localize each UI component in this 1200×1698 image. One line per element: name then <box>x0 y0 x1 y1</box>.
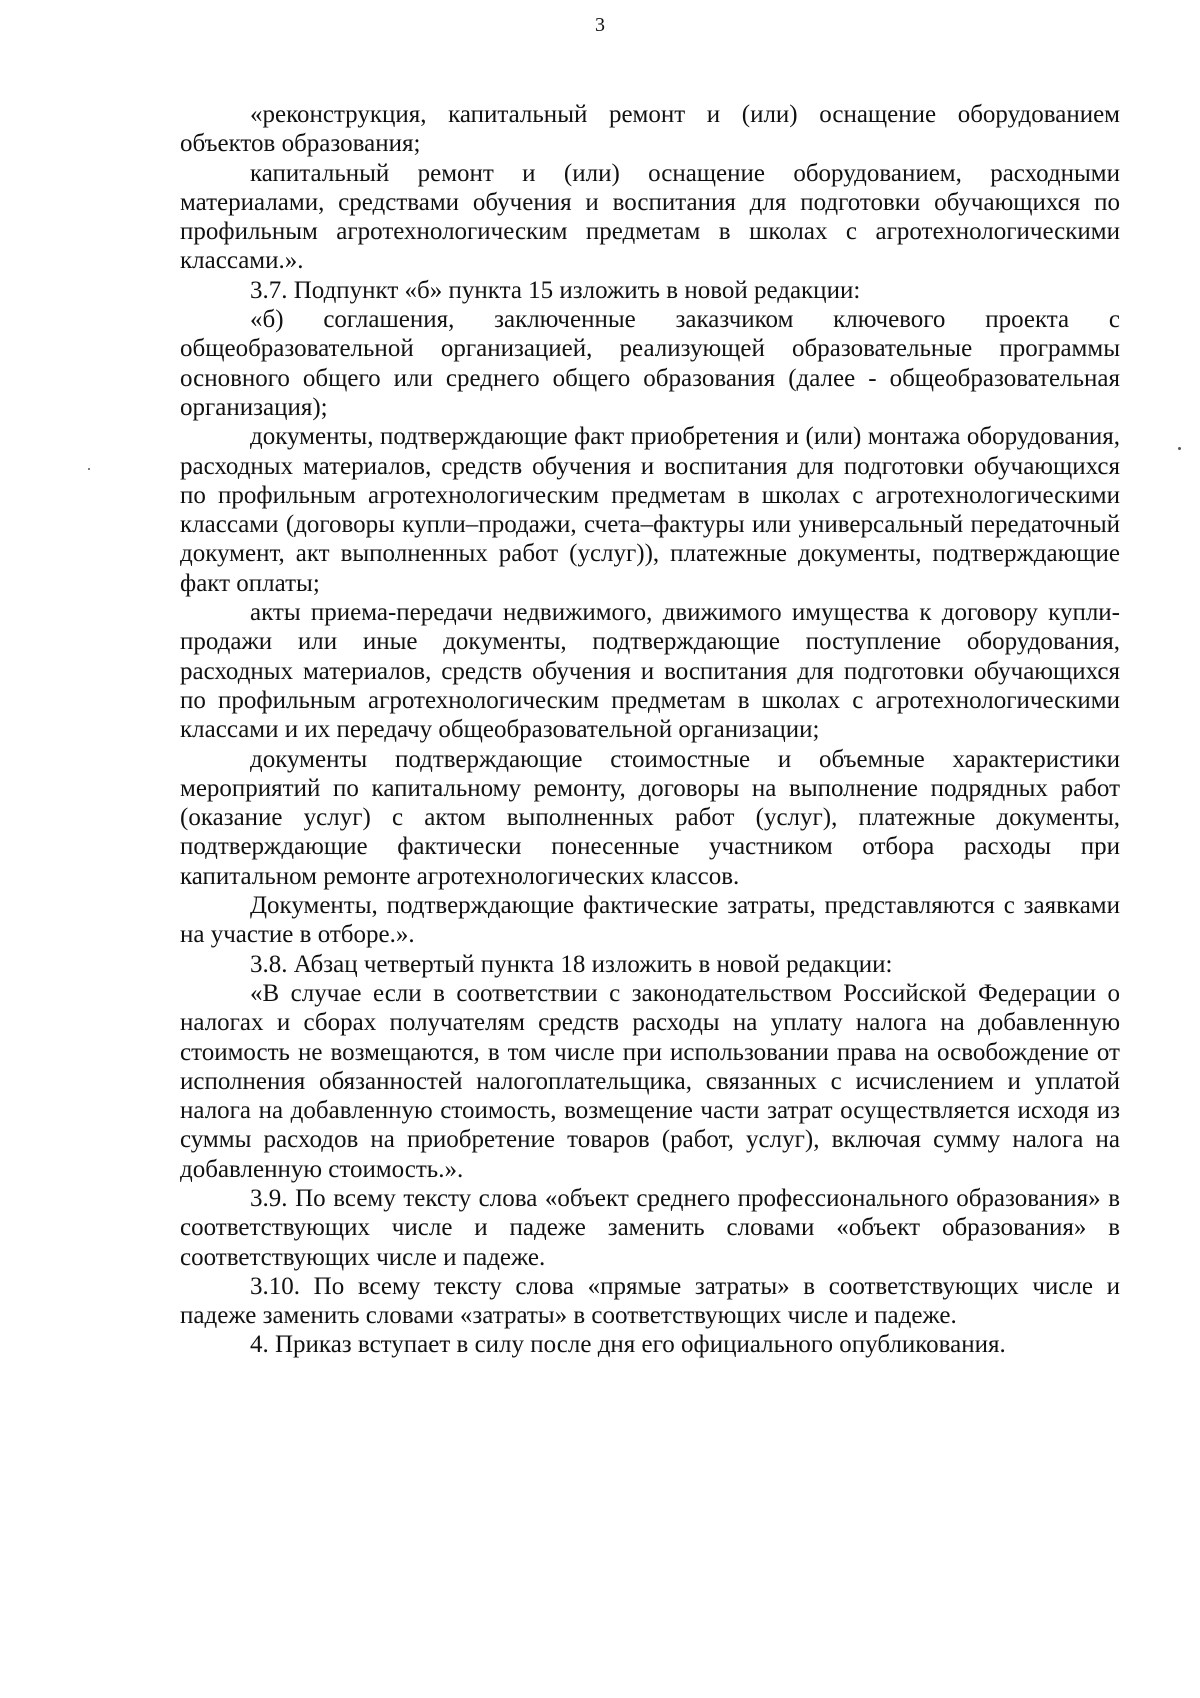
paragraph-purchase-documents: документы, подтверждающие факт приобретения и (или) монтажа оборудования, расходных материалов, средств обучения и воспитания для подготовки обучающихся по профильным агротехнологическим предметам в школах с агротехнологическими классами (договоры купли–продажи, счета–фактуры или универсальный передаточный документ, акт выполненных работ (услуг)), платежные документы, подтверждающие факт оплаты; <box>180 423 1120 597</box>
document-body <box>180 100 1120 1360</box>
paragraph-reconstruction: «реконструкция, капитальный ремонт и (или) оснащение оборудованием объектов образования; <box>180 101 1120 158</box>
paragraph-agreements: «б) соглашения, заключенные заказчиком ключевого проекта с общеобразовательной организацией, реализующей образовательные программы основного общего или среднего общего образования (далее - общеобразовательная организация); <box>180 306 1120 421</box>
scan-speck <box>1178 447 1181 450</box>
paragraph-transfer-acts: акты приема-передачи недвижимого, движимого имущества к договору купли-продажи или иные документы, подтверждающие поступление оборудования, расходных материалов, средств обучения и воспитания для подготовки обучающихся по профильным агротехнологическим предметам в школах с агротехнологическими классами и их передачу общеобразовательной организации; <box>180 599 1120 744</box>
paragraph-3-9: 3.9. По всему тексту слова «объект среднего профессионального образования» в соответствующих числе и падеже заменить словами «объект образования» в соответствующих числе и падеже. <box>180 1184 1120 1271</box>
paragraph-cost-documents: документы подтверждающие стоимостные и объемные характеристики мероприятий по капитальному ремонту, договоры на выполнение подрядных работ (оказание услуг) с актом выполненных работ (услуг), платежные документы, подтверждающие фактически понесенные участником отбора расходы при капитальном ремонте агротехнологических классов. <box>180 745 1120 890</box>
paragraph-vat: «В случае если в соответствии с законодательством Российской Федерации о налогах и сборах получателям средств расходы на уплату налога на добавленную стоимость не возмещаются, в том числе при использовании права на освобождение от исполнения обязанностей налогоплательщика, связанных с исчислением и уплатой налога на добавленную стоимость, возмещение части затрат осуществляется исходя из суммы расходов на приобретение товаров (работ, услуг), включая сумму налога на добавленную стоимость.». <box>180 979 1120 1183</box>
paragraph-3-10: 3.10. По всему тексту слова «прямые затраты» в соответствующих числе и падеже заменить словами «затраты» в соответствующих числе и падеже. <box>180 1272 1120 1330</box>
paragraph-4: 4. Приказ вступает в силу после дня его официального опубликования. <box>250 1331 1006 1359</box>
scan-speck <box>88 468 90 470</box>
paragraph-3-7: 3.7. Подпункт «б» пункта 15 изложить в новой редакции: <box>250 276 861 304</box>
page-number: 3 <box>595 14 605 36</box>
paragraph-actual-costs: Документы, подтверждающие фактические затраты, представляются с заявками на участие в отборе.». <box>180 892 1120 949</box>
paragraph-3-8: 3.8. Абзац четвертый пункта 18 изложить в новой редакции: <box>250 950 893 978</box>
paragraph-capital-repair: капитальный ремонт и (или) оснащение оборудованием, расходными материалами, средствами обучения и воспитания для подготовки обучающихся по профильным агротехнологическим предметам в школах с агротехнологическими классами.». <box>180 159 1120 275</box>
